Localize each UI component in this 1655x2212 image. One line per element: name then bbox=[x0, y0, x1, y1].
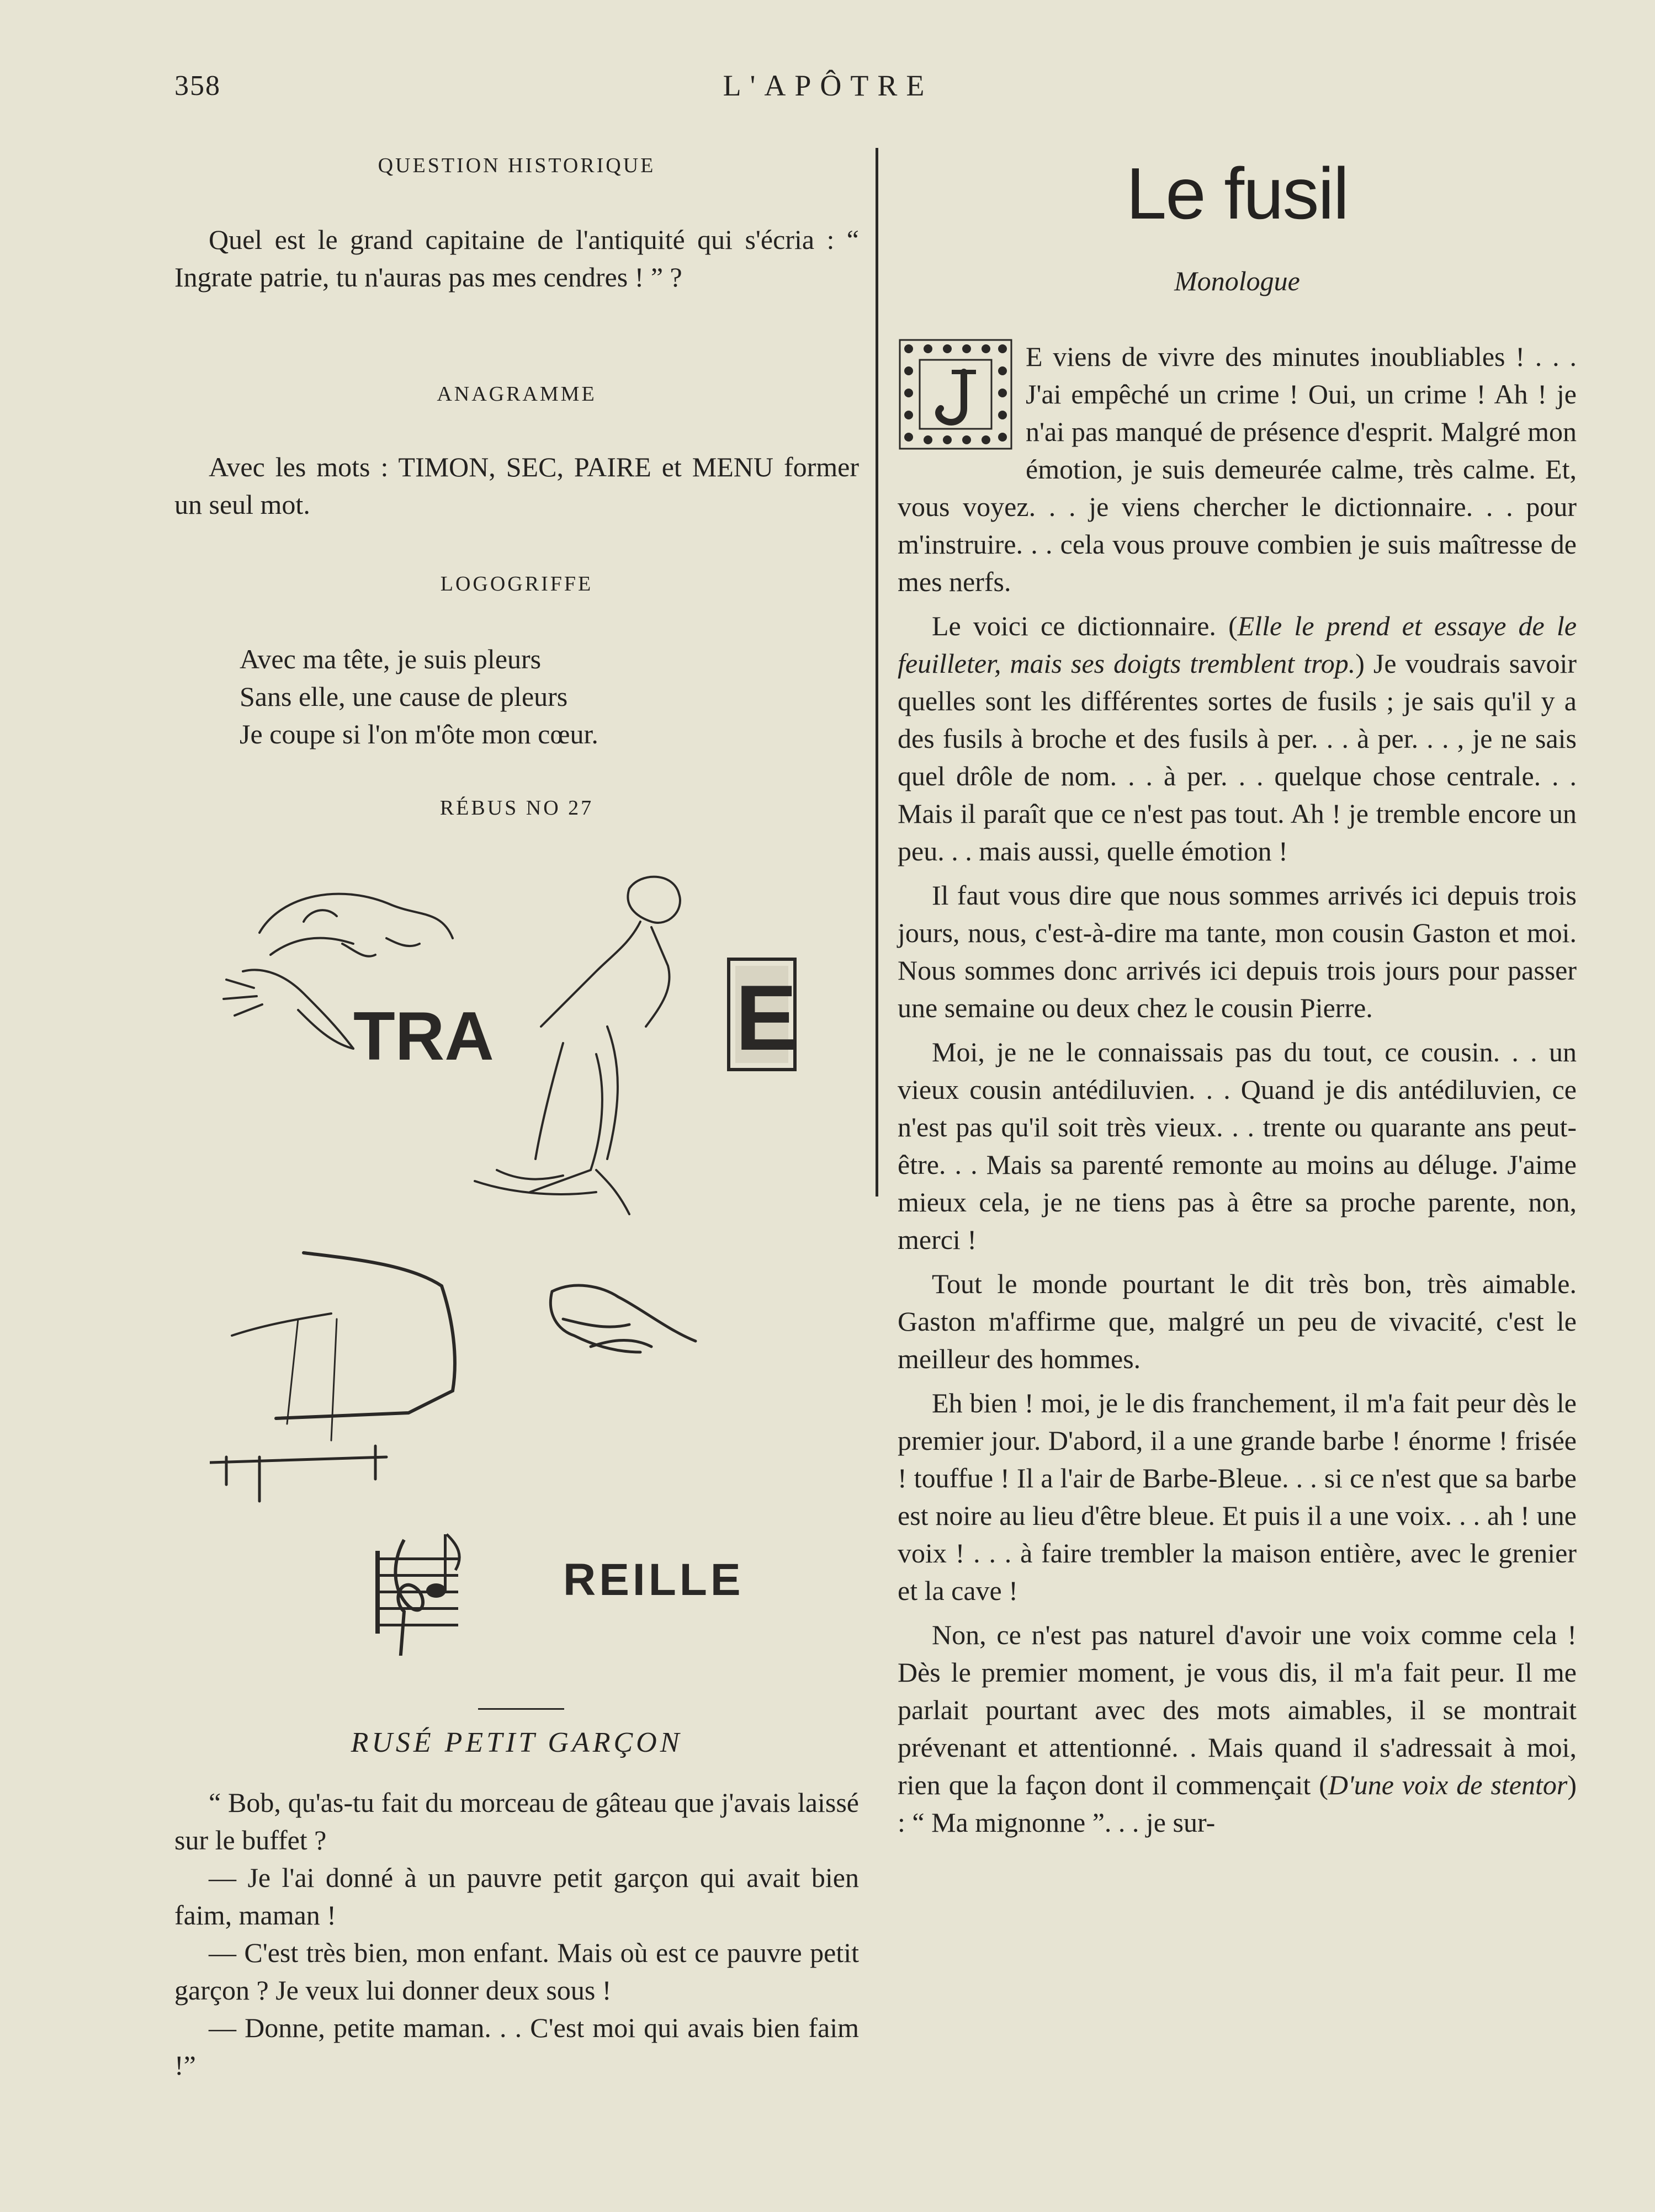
paragraph-text: ) Je voudrais savoir quelles sont les différentes sortes de fusils ; je sais qu'il y a des fusils à broche et des fusils à per. . . à per. . . , je ne sais quel drôle de nom. . . à per. . . quelque chose centrale. . . Mais il paraît que ce n'est pas tout. Ah ! je tremble encore un peu. . . mais aussi, quelle émotion ! bbox=[898, 648, 1577, 866]
story-paragraph: — Donne, petite maman. . . C'est moi qui avais bien faim !” bbox=[174, 2012, 859, 2081]
paragraph-text: ) : “ Ma mignonne ”. . . je sur- bbox=[898, 1769, 1577, 1838]
story-paragraph: “ Bob, qu'as-tu fait du morceau de gâteau que j'avais laissé sur le buffet ? bbox=[174, 1787, 859, 1855]
logogriphe-heading: LOGOGRIFFE bbox=[440, 572, 593, 595]
monologue-paragraph-4: Moi, je ne le connaissais pas du tout, ce cousin. . . un vieux cousin antédiluvien. . . Quand je dis antédiluvien, ce n'est pas qu'il soit très vieux. . . trente ou quarante ans peut-être. . . Mais sa parenté remonte au moins au déluge. J'aime mieux cela, je ne tiens pas à être sa proche parente, non, merci ! bbox=[898, 1036, 1577, 1255]
anagram-heading: ANAGRAMME bbox=[437, 382, 597, 406]
journal-title: L'APÔTRE bbox=[723, 69, 933, 102]
rebus-letter-e: E bbox=[735, 966, 798, 1070]
column-divider bbox=[876, 148, 878, 1197]
monologue-paragraph-3: Il faut vous dire que nous sommes arrivés ici depuis trois jours, nous, c'est-à-dire ma tante, mon cousin Gaston et moi. Nous sommes donc arrivés ici depuis trois jours pour passer une semaine ou deux chez le cousin Pierre. bbox=[898, 880, 1577, 1023]
logogriphe-poem bbox=[240, 640, 598, 753]
monologue-paragraph-1: E viens de vivre des minutes inoubliables ! . . . J'ai empêché un crime ! Oui, un crime ! Ah ! je n'ai pas manqué de présence d'esprit. Malgré mon émotion, je suis demeurée calme, très calme. Et, vous voyez. . . je viens chercher le dictionnaire. . . pour m'instruire. . . cela vous prouve combien je suis maîtresse de mes nerfs. bbox=[898, 341, 1577, 597]
dropcap-spacer bbox=[898, 338, 1026, 488]
story-paragraph: — C'est très bien, mon enfant. Mais où est ce pauvre petit garçon ? Je veux lui donner deux sous ! bbox=[174, 1937, 859, 2006]
rebus-illustration bbox=[210, 861, 839, 1656]
poem-line: Sans elle, une cause de pleurs bbox=[240, 681, 568, 712]
monologue-paragraph-6: Eh bien ! moi, je le dis franchement, il m'a fait peur dès le premier jour. D'abord, il a une grande barbe ! énorme ! frisée ! touffue ! Il a l'air de Barbe-Bleue. . . si ce n'est que sa barbe est noire au lieu d'être bleue. Et puis il a une voix. . . ah ! une voix ! . . . à faire trembler la maison entière, avec le grenier et la cave ! bbox=[898, 1387, 1577, 1606]
poem-line: Je coupe si l'on m'ôte mon cœur. bbox=[240, 719, 598, 749]
article-subtitle: Monologue bbox=[1174, 265, 1300, 296]
monologue-body bbox=[898, 338, 1577, 1841]
rebus-heading: RÉBUS NO 27 bbox=[439, 796, 594, 820]
story-paragraph: — Je l'ai donné à un pauvre petit garçon qui avait bien faim, maman ! bbox=[174, 1862, 859, 1931]
hand-sketch bbox=[550, 1285, 696, 1352]
monologue-paragraph-2 bbox=[898, 607, 1577, 870]
music-staff-clef bbox=[375, 1534, 459, 1656]
rebus-word-reille: REILLE bbox=[563, 1555, 744, 1605]
rebus-printed-e-block bbox=[729, 959, 797, 1070]
story-text bbox=[174, 1784, 859, 2084]
question-heading: QUESTION HISTORIQUE bbox=[378, 154, 656, 177]
page-number: 358 bbox=[174, 70, 221, 102]
monologue-paragraph-5: Tout le monde pourtant le dit très bon, très aimable. Gaston m'affirme que, malgré un peu de vivacité, c'est le meilleur des hommes. bbox=[898, 1268, 1577, 1374]
poem-line: Avec ma tête, je suis pleurs bbox=[240, 644, 542, 674]
rebus-word-tra: TRA bbox=[353, 998, 494, 1075]
paragraph-text: Non, ce n'est pas naturel d'avoir une voix comme cela ! Dès le premier moment, je vous dis, il m'a fait peur. Il me parlait pourtant avec des mots aimables, il se montrait prévenant et attentionné. . Mais quand il s'adressait à moi, rien que la façon dont il commençait ( bbox=[898, 1619, 1577, 1800]
stage-direction: Elle le prend et essaye de le feuilleter, mais ses doigts tremblent trop. bbox=[898, 610, 1577, 679]
paragraph-text: Le voici ce dictionnaire. ( bbox=[932, 610, 1238, 641]
anagram-text: Avec les mots : TIMON, SEC, PAIRE et MENU former un seul mot. bbox=[174, 451, 859, 520]
piano-sketch bbox=[210, 1253, 455, 1501]
separator-rule bbox=[478, 1708, 564, 1710]
story-title: RUSÉ PETIT GARÇON bbox=[351, 1727, 683, 1758]
article-title: Le fusil bbox=[1126, 153, 1349, 234]
monologue-paragraph-7 bbox=[898, 1616, 1577, 1841]
stage-direction: D'une voix de stentor bbox=[1328, 1769, 1568, 1800]
question-text: Quel est le grand capitaine de l'antiquité qui s'écria : “ Ingrate patrie, tu n'auras pas mes cendres ! ” ? bbox=[174, 224, 859, 293]
